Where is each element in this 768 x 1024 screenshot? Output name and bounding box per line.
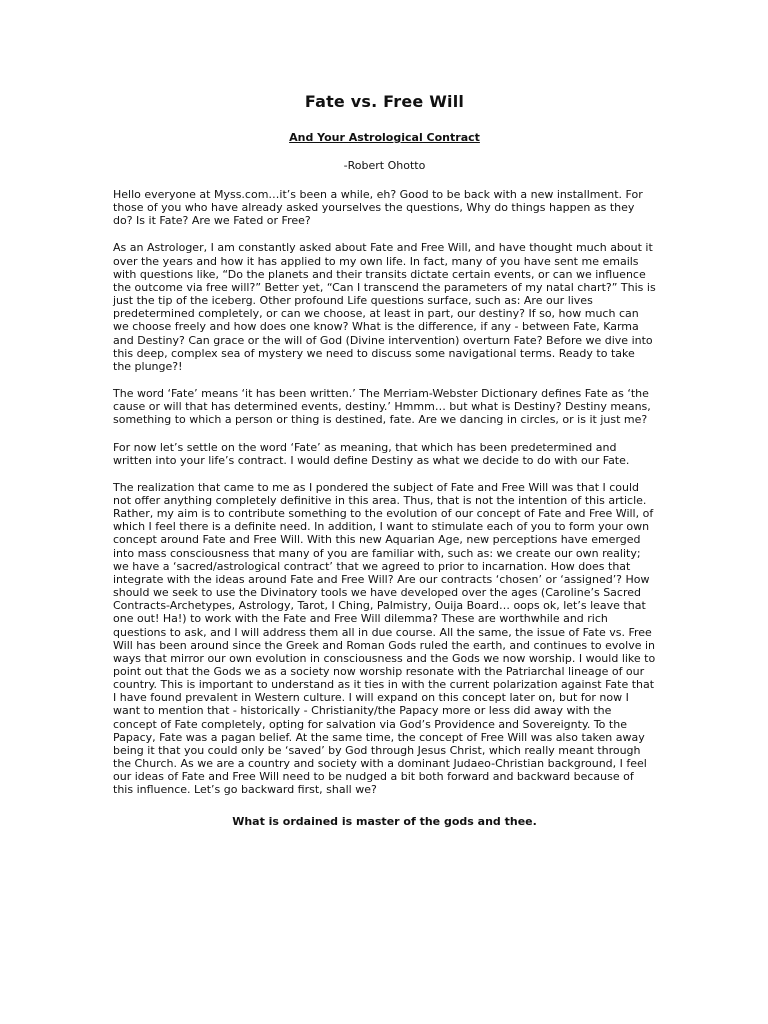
paragraph: As an Astrologer, I am constantly asked about Fate and Free Will, and have thought much about it over the years and how it has applied to my own life. In fact, many of you have sent me emails with questions like, “Do the planets and their transits dictate certain events, or can we influence the outcome via free will?” Better yet, “Can I transcend the parameters of my natal chart?” This is just the tip of the iceberg. Other profound Life questions surface, such as: Are our lives predetermined completely, or can we choose, at least in part, our destiny? If so, how much can we choose freely and how does one know? What is the difference, if any - between Fate, Karma and Destiny? Can grace or the will of God (Divine intervention) overturn Fate? Before we dive into this deep, complex sea of mystery we need to discuss some navigational terms. Ready to take the plunge?! <box>113 241 656 373</box>
paragraph: For now let’s settle on the word ‘Fate’ as meaning, that which has been predetermined and written into your life’s contract. I would define Destiny as what we decide to do with our Fate. <box>113 440 630 467</box>
quote-line: What is ordained is master of the gods and thee. <box>232 814 537 828</box>
paragraph: The word ‘Fate’ means ‘it has been written.’ The Merriam-Webster Dictionary defines Fate as ‘the cause or will that has determined events, destiny.’ Hmmm… but what is Destiny? Destiny means, something to which a person or thing is destined, fate. Are we dancing in circles, or is it just me? <box>113 387 651 427</box>
document-subtitle: And Your Astrological Contract <box>289 131 480 144</box>
paragraph: Hello everyone at Myss.com…it’s been a while, eh? Good to be back with a new installment. For those of you who have already asked yourselves the questions, Why do things happen as they do? Is it Fate? Are we Fated or Free? <box>113 188 643 228</box>
document-title: Fate vs. Free Will <box>304 92 465 111</box>
document-page <box>113 92 656 828</box>
paragraph: The realization that came to me as I pondered the subject of Fate and Free Will was that I could not offer anything completely definitive in this area. Thus, that is not the intention of this article. Rather, my aim is to contribute something to the evolution of our concept of Fate and Free Will, of which I feel there is a definite need. In addition, I want to stimulate each of you to form your own concept around Fate and Free Will. With this new Aquarian Age, new perceptions have emerged into mass consciousness that many of you are familiar with, such as: we create our own reality; we have a ‘sacred/astrological contract’ that we agreed to prior to incarnation. How does that integrate with the ideas around Fate and Free Will? Are our contracts ‘chosen’ or ‘assigned’? How should we seek to use the Divinatory tools we have developed over the ages (Caroline’s Sacred Contracts-Archetypes, Astrology, Tarot, I Ching, Palmistry, Ouija Board… oops ok, let’s leave that one out! Ha!) to work with the Fate and Free Will dilemma? These are worthwhile and rich questions to ask, and I will address them all in due course. All the same, the issue of Fate vs. Free Will has been around since the Greek and Roman Gods ruled the earth, and continues to evolve in ways that mirror our own evolution in consciousness and the Gods we now worship. I would like to point out that the Gods we as a society now worship resonate with the Patriarchal lineage of our country. This is important to understand as it ties in with the current polarization against Fate that I have found prevalent in Western culture. I will expand on this concept later on, but for now I want to mention that - historically - Christianity/the Papacy more or less did away with the concept of Fate completely, opting for salvation via God’s Providence and Sovereignty. To the Papacy, Fate was a pagan belief. At the same time, the concept of Free Will was also taken away being it that you could only be ‘saved’ by God through Jesus Christ, which really meant through the Church. As we are a country and society with a dominant Judaeo-Christian background, I feel our ideas of Fate and Free Will need to be nudged a bit both forward and backward because of this influence. Let’s go backward first, shall we? <box>113 480 656 797</box>
author-line: -Robert Ohotto <box>343 159 426 172</box>
